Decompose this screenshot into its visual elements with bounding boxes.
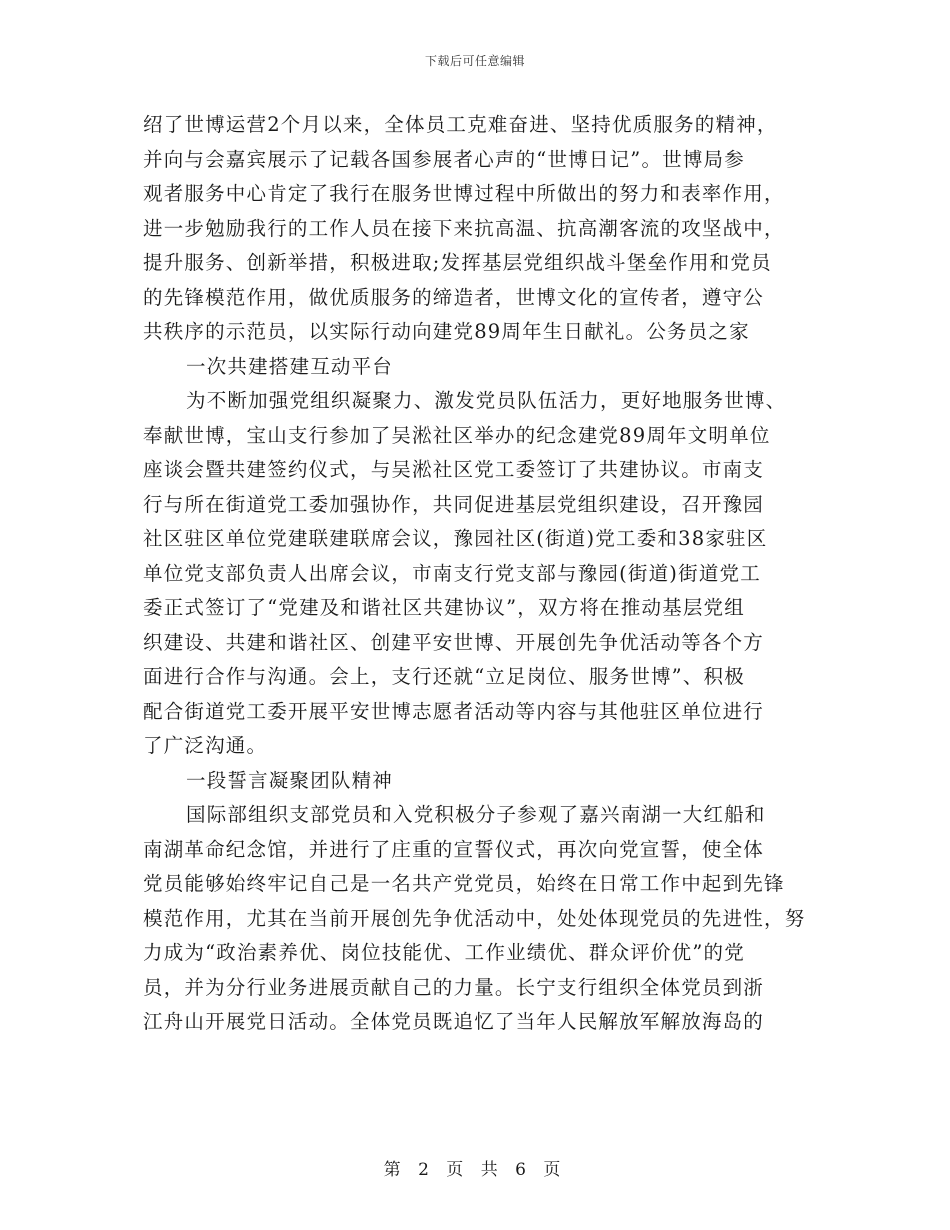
text-line: 模范作用，尤其在当前开展创先争优活动中，处处体现党员的先进性，努 — [143, 906, 806, 930]
text-line: 委正式签订了“党建及和谐社区共建协议”，双方将在推动基层党组 — [143, 596, 745, 619]
text-line: 员，并为分行业务进展贡献自己的力量。长宁支行组织全体党员到浙 — [143, 975, 765, 999]
text-line: 绍了世博运营2个月以来，全体员工克难奋进、坚持优质服务的精神， — [143, 113, 778, 136]
text-line: 配合街道党工委开展平安世博志愿者活动等内容与其他驻区单位进行 — [143, 699, 765, 723]
text-line: 党员能够始终牢记自己是一名共产党党员，始终在日常工作中起到先锋 — [143, 872, 785, 895]
text-line: 江舟山开展党日活动。全体党员既追忆了当年人民解放军解放海岛的 — [143, 1010, 765, 1033]
text-line: 为不断加强党组织凝聚力、激发党员队伍活力，更好地服务世博、 — [186, 389, 787, 412]
text-line: 共秩序的示范员，以实际行动向建党89周年生日献礼。公务员之家 — [143, 320, 750, 343]
text-line: 行与所在街道党工委加强协作，共同促进基层党组织建设，召开豫园 — [143, 492, 765, 516]
text-line: 奉献世博，宝山支行参加了吴淞社区举办的纪念建党89周年文明单位 — [143, 423, 771, 447]
text-line: 面进行合作与沟通。会上，支行还就“立足岗位、服务世博”、积极 — [143, 665, 745, 688]
text-line: 一段誓言凝聚团队精神 — [186, 768, 394, 792]
text-line: 观者服务中心肯定了我行在服务世博过程中所做出的努力和表率作用， — [143, 182, 785, 205]
text-line: 提升服务、创新举措，积极进取;发挥基层党组织战斗堡垒作用和党员 — [143, 251, 772, 274]
text-line: 了广泛沟通。 — [143, 734, 268, 757]
text-line: 国际部组织支部党员和入党积极分子参观了嘉兴南湖一大红船和 — [186, 803, 766, 826]
text-line: 座谈会暨共建签约仪式，与吴淞社区党工委签订了共建协议。市南支 — [143, 458, 765, 481]
text-line: 织建设、共建和谐社区、创建平安世博、开展创先争优活动等各个方 — [143, 630, 765, 654]
text-line: 力成为“政治素养优、岗位技能优、工作业绩优、群众评价优”的党 — [143, 941, 745, 964]
text-line: 并向与会嘉宾展示了记载各国参展者心声的“世博日记”。世博局参 — [143, 147, 745, 171]
text-line: 的先锋模范作用，做优质服务的缔造者，世博文化的宣传者，遵守公 — [143, 285, 765, 309]
text-line: 进一步勉励我行的工作人员在接下来抗高温、抗高潮客流的攻坚战中， — [143, 216, 785, 240]
page-header: 下载后可任意编辑 — [424, 54, 525, 68]
body-text — [143, 108, 811, 1040]
text-line: 单位党支部负责人出席会议，市南支行党支部与豫园(街道)街道党工 — [143, 561, 761, 585]
text-line: 一次共建搭建互动平台 — [186, 354, 394, 378]
page-footer: 第 2 页 共 6 页 — [383, 1160, 567, 1180]
text-line: 社区驻区单位党建联建联席会议，豫园社区(街道)党工委和38家驻区 — [143, 527, 768, 550]
text-line: 南湖革命纪念馆，并进行了庄重的宣誓仪式，再次向党宣誓，使全体 — [143, 837, 765, 861]
